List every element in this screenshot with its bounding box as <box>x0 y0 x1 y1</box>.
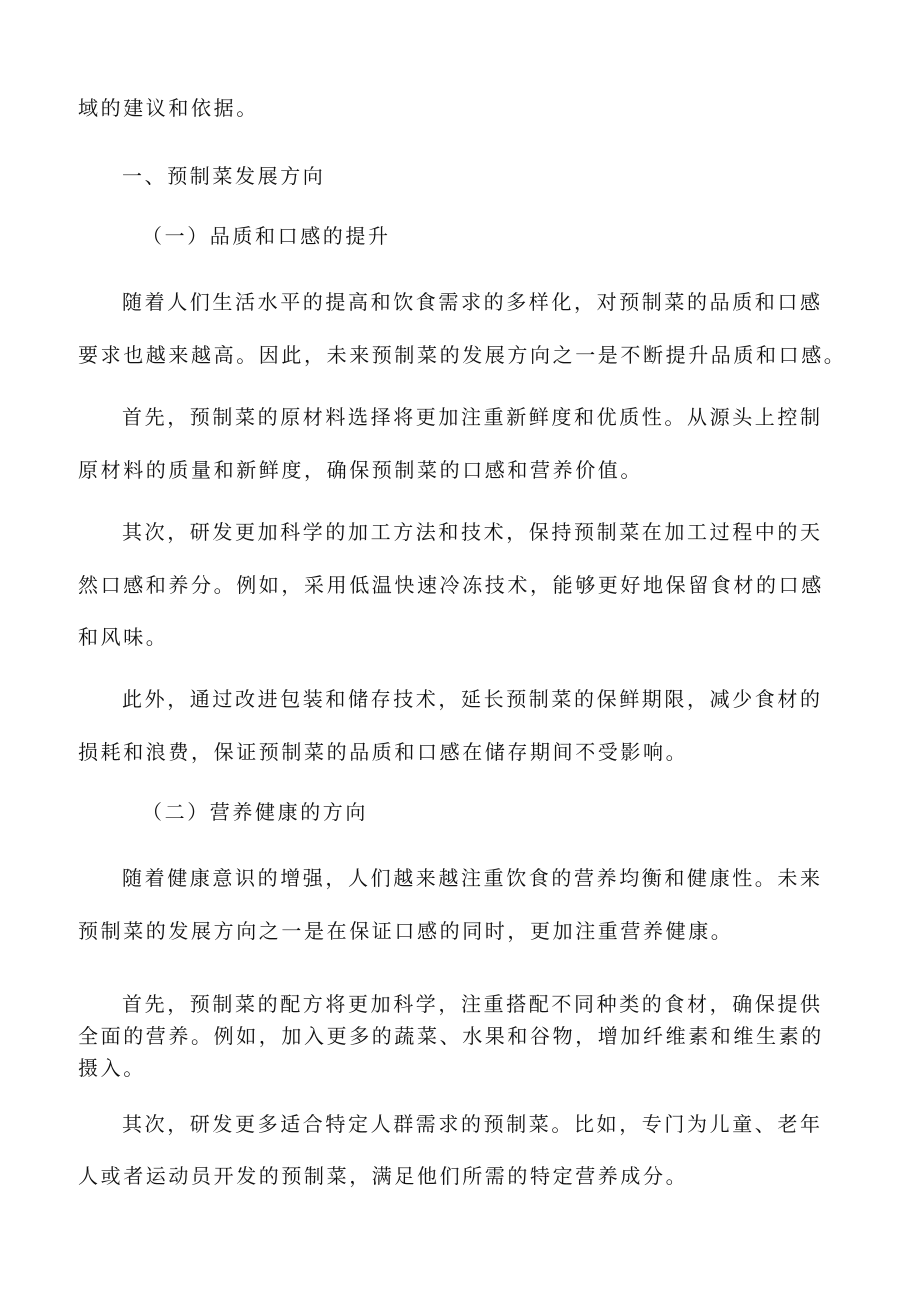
paragraph-line: 要求也越来越高。因此，未来预制菜的发展方向之一是不断提升品质和口感。 <box>78 343 847 367</box>
paragraph-line: 人或者运动员开发的预制菜，满足他们所需的特定营养成分。 <box>78 1164 689 1188</box>
section-heading: 一、预制菜发展方向 <box>122 164 326 188</box>
paragraph-line: 全面的营养。例如，加入更多的蔬菜、水果和谷物，增加纤维素和维生素的 <box>78 1024 824 1048</box>
paragraph-line: 首先，预制菜的配方将更加科学，注重搭配不同种类的食材，确保提供 <box>122 992 823 1016</box>
paragraph-line: 预制菜的发展方向之一是在保证口感的同时，更加注重营养健康。 <box>78 919 734 943</box>
paragraph-line: 原材料的质量和新鲜度，确保预制菜的口感和营养价值。 <box>78 458 643 482</box>
subsection-heading: （一）品质和口感的提升 <box>142 224 391 248</box>
paragraph-line: 其次，研发更多适合特定人群需求的预制菜。比如，专门为儿童、老年 <box>122 1112 823 1136</box>
paragraph-line: 其次，研发更加科学的加工方法和技术，保持预制菜在加工过程中的天 <box>122 520 823 544</box>
paragraph-line: 域的建议和依据。 <box>78 96 259 120</box>
paragraph-line: 随着健康意识的增强，人们越来越注重饮食的营养均衡和健康性。未来 <box>122 866 823 890</box>
paragraph-line: 和风味。 <box>78 625 169 649</box>
paragraph-line: 此外，通过改进包装和储存技术，延长预制菜的保鲜期限，减少食材的 <box>122 687 823 711</box>
paragraph-line: 然口感和养分。例如，采用低温快速冷冻技术，能够更好地保留食材的口感 <box>78 573 824 597</box>
subsection-heading: （二）营养健康的方向 <box>142 800 368 824</box>
paragraph-line: 损耗和浪费，保证预制菜的品质和口感在储存期间不受影响。 <box>78 740 689 764</box>
paragraph-line: 首先，预制菜的原材料选择将更加注重新鲜度和优质性。从源头上控制 <box>122 405 823 429</box>
paragraph-line: 摄入。 <box>78 1056 146 1080</box>
paragraph-line: 随着人们生活水平的提高和饮食需求的多样化，对预制菜的品质和口感 <box>122 290 823 314</box>
